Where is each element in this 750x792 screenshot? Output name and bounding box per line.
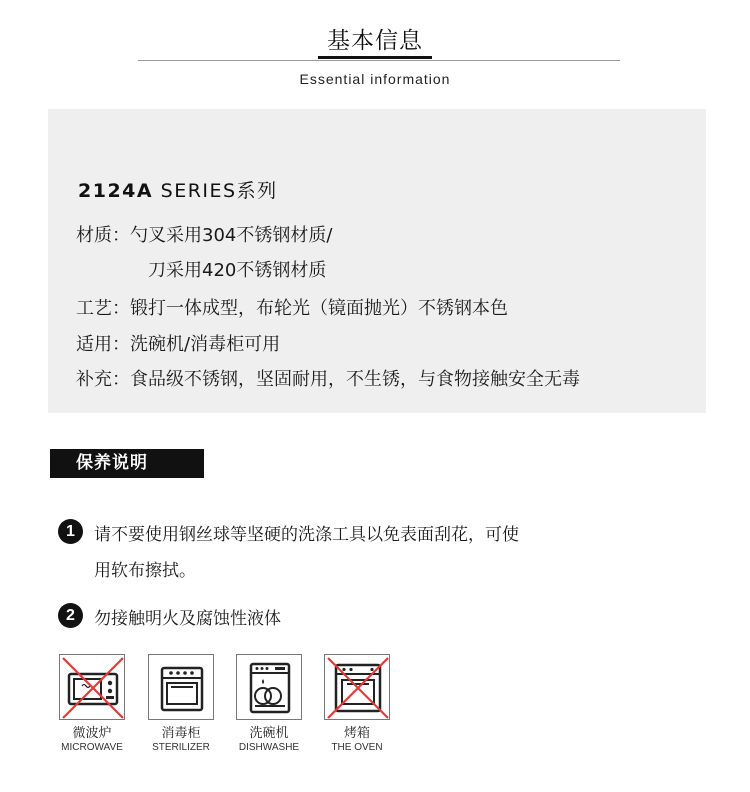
use-label: 适用： (76, 334, 130, 355)
appliance-dishwasher-en: DISHWASHE (238, 742, 300, 753)
appliance-oven-cn: 烤箱 (343, 726, 370, 741)
title-divider (138, 60, 620, 61)
appliance-sterilizer-en: STERILIZER (152, 742, 210, 753)
page-title: 基本信息 (327, 28, 423, 54)
appliance-oven-en: THE OVEN (331, 742, 383, 753)
use-row (76, 330, 280, 356)
dishwasher-icon (236, 654, 302, 720)
sterilizer-icon (148, 654, 214, 720)
care-item-1-line-2: 用软布擦拭。 (94, 561, 196, 581)
page-subtitle: Essential information (299, 71, 451, 87)
appliance-microwave (47, 654, 137, 754)
series-word: SERIES系列 (160, 180, 278, 202)
info-panel (48, 109, 706, 413)
oven-icon (324, 654, 390, 720)
care-item-1-line-1: 请不要使用钢丝球等坚硬的洗涤工具以免表面刮花，可使 (94, 525, 519, 545)
appliance-sterilizer-cn: 消毒柜 (161, 726, 201, 741)
appliance-sterilizer (136, 654, 226, 754)
appliance-dishwasher (224, 654, 314, 754)
material-label: 材质： (76, 225, 130, 246)
craft-row (76, 294, 508, 320)
appliance-oven (312, 654, 402, 754)
appliance-microwave-cn: 微波炉 (72, 726, 112, 741)
material-value-2: 刀采用420不锈钢材质 (148, 260, 327, 281)
care-number-2-icon: 2 (58, 603, 83, 628)
material-row-2 (148, 256, 326, 282)
material-row (76, 221, 332, 247)
care-number-1-icon: 1 (58, 519, 83, 544)
extra-row (76, 365, 580, 391)
craft-value: 锻打一体成型，布轮光（镜面抛光）不锈钢本色 (130, 298, 508, 319)
microwave-icon (59, 654, 125, 720)
series-code: 2124A (78, 180, 154, 202)
use-value: 洗碗机/消毒柜可用 (130, 334, 281, 355)
extra-label: 补充： (76, 369, 130, 390)
care-item-2: 勿接触明火及腐蚀性液体 (94, 609, 281, 629)
material-value-1: 勺叉采用304不锈钢材质/ (130, 225, 333, 246)
extra-value: 食品级不锈钢，坚固耐用，不生锈，与食物接触安全无毒 (130, 369, 580, 390)
title-underline (318, 56, 432, 59)
craft-label: 工艺： (76, 298, 130, 319)
series-line (78, 176, 278, 203)
appliance-microwave-en: MICROWAVE (61, 742, 123, 753)
appliance-dishwasher-cn: 洗碗机 (249, 726, 289, 741)
care-heading: 保养说明 (50, 449, 204, 478)
